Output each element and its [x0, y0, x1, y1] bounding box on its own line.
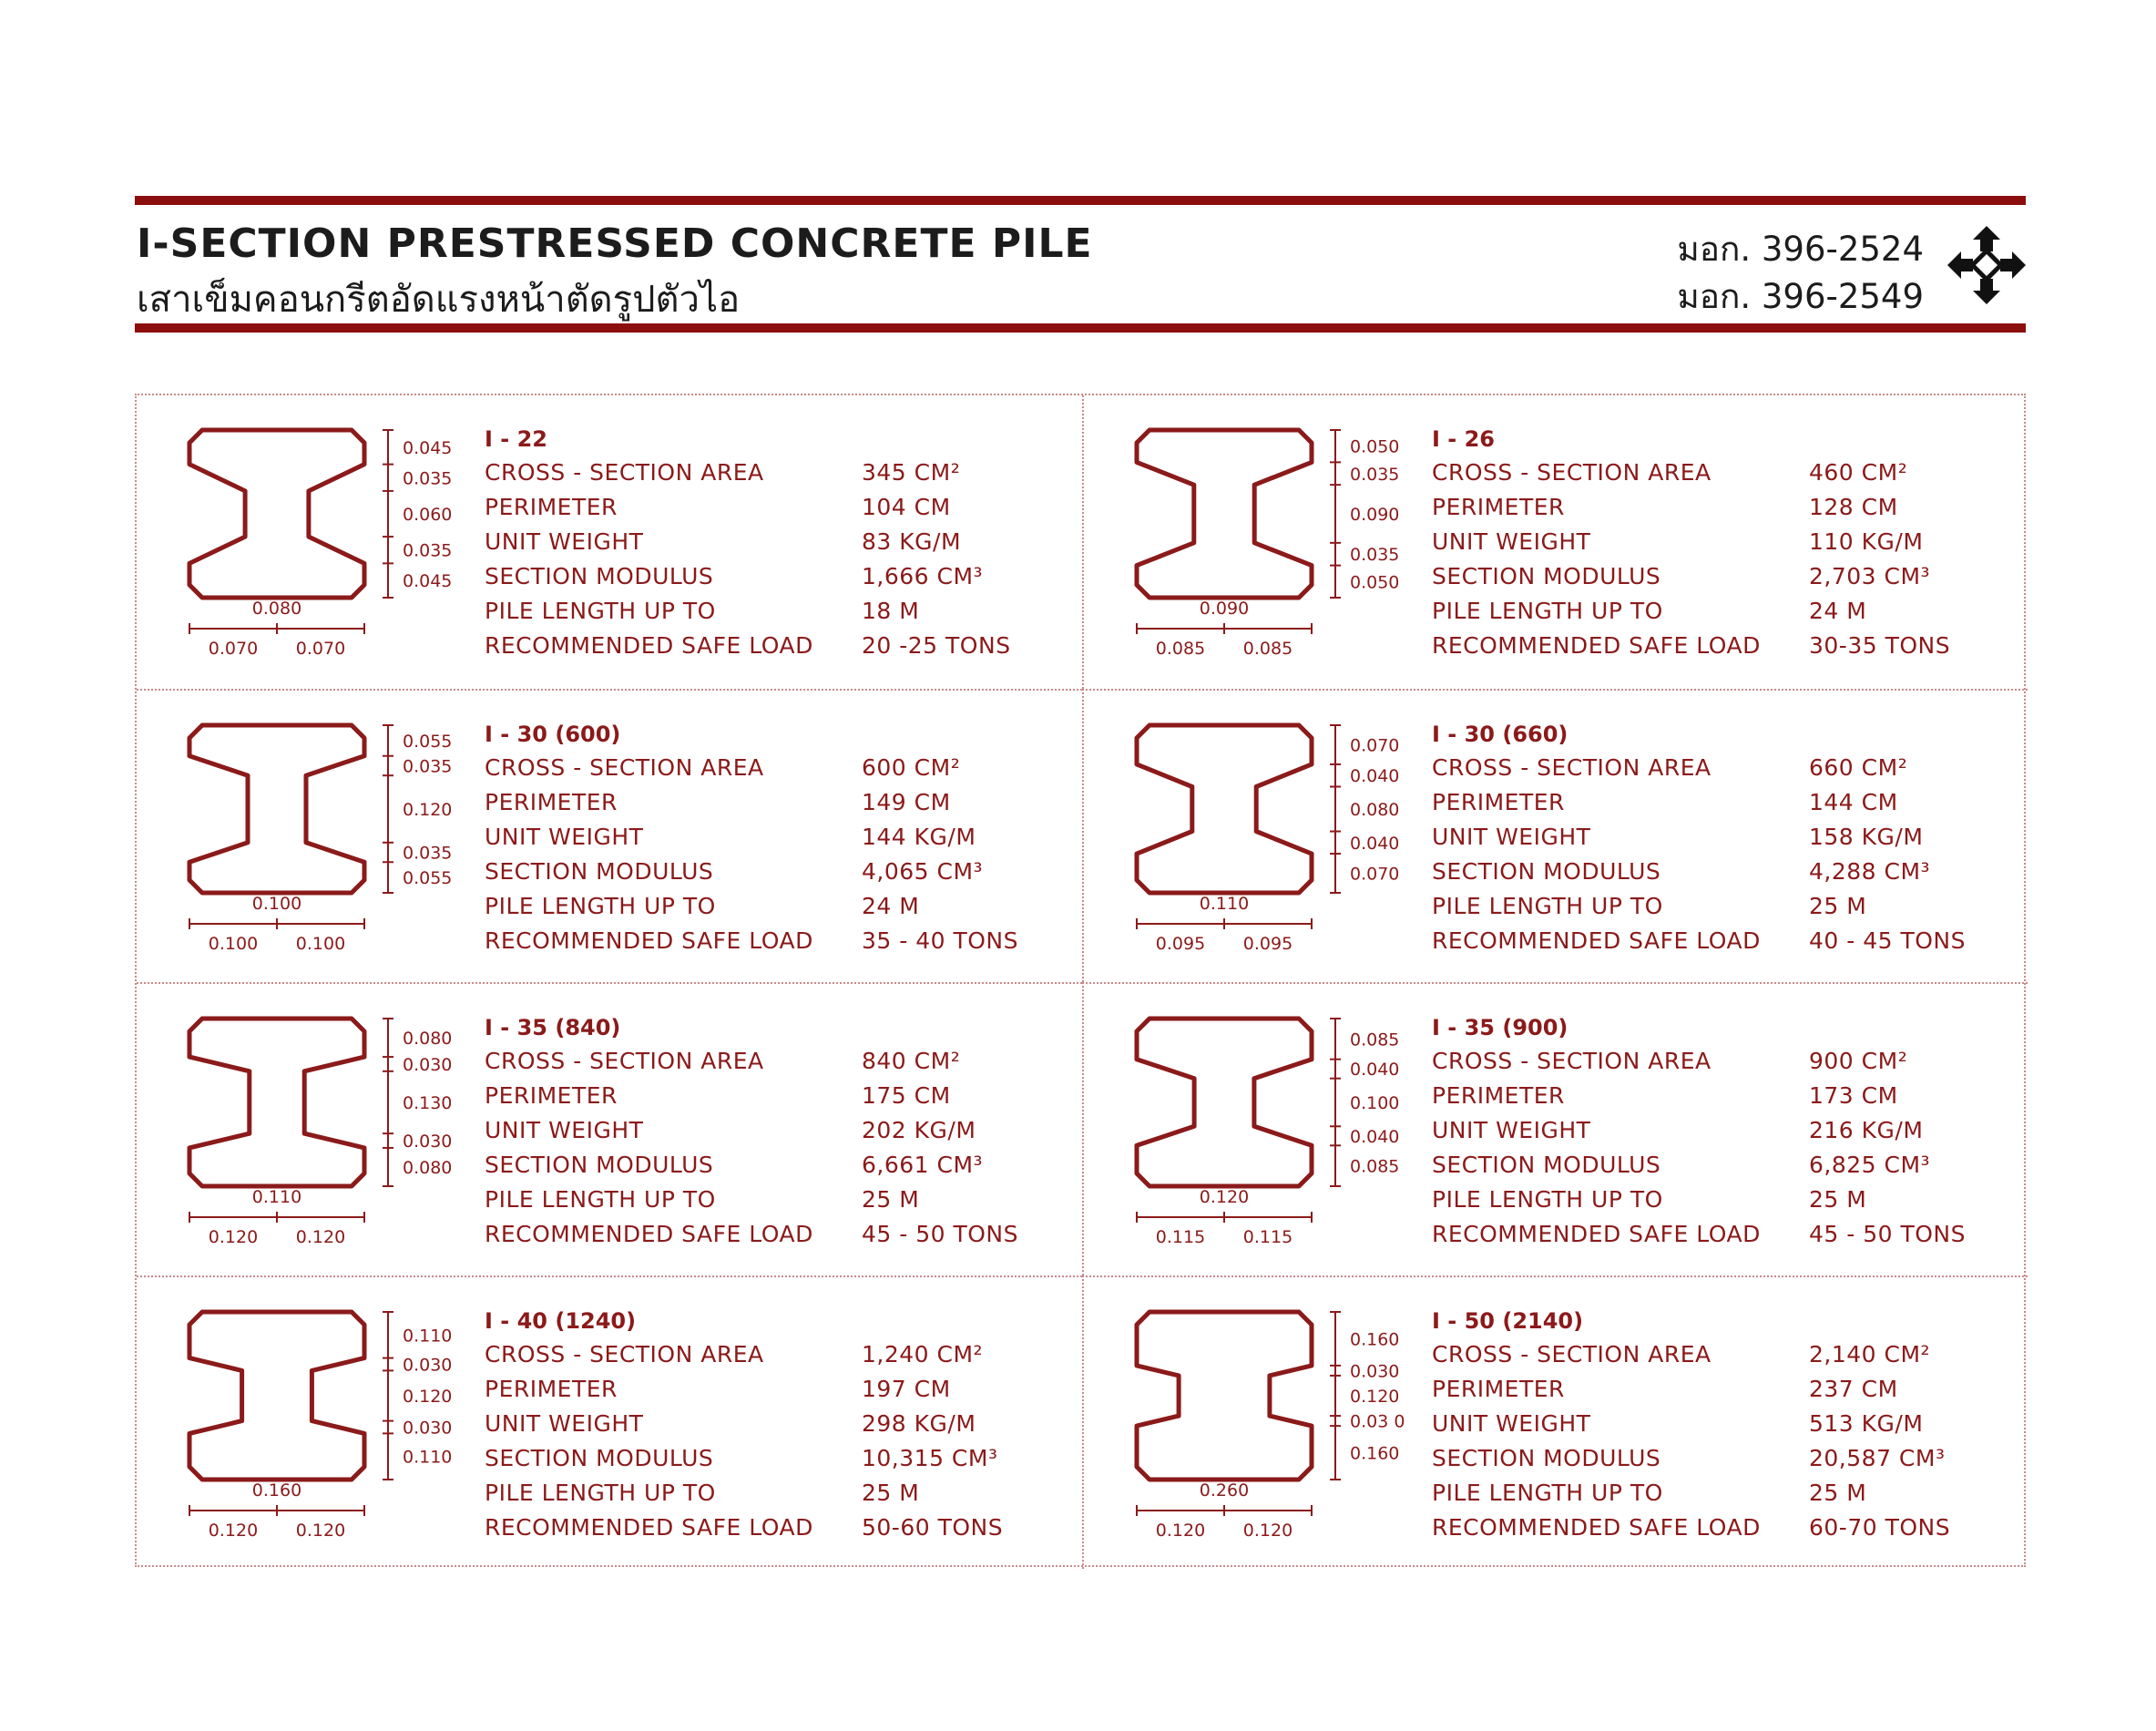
property-label: UNIT WEIGHT	[1432, 1117, 1591, 1143]
flange-left-width-label: 0.120	[1155, 1521, 1206, 1541]
property-label: PERIMETER	[1432, 789, 1565, 815]
property-label: PILE LENGTH UP TO	[485, 598, 716, 624]
pile-properties	[1432, 1011, 2015, 1252]
property-value: 144 KG/M	[862, 824, 976, 850]
vertical-dimension-label: 0.035	[403, 468, 453, 489]
property-label: RECOMMENDED SAFE LOAD	[1432, 1221, 1761, 1247]
vertical-dimension-label: 0.080	[403, 1158, 453, 1178]
vertical-dimension-label: 0.080	[403, 1029, 453, 1049]
property-row-unit-weight	[485, 1407, 1068, 1441]
property-value: 2,703 CM³	[1809, 563, 1931, 589]
property-row-pile-length	[1432, 1183, 2015, 1217]
property-label: PILE LENGTH UP TO	[1432, 893, 1663, 919]
property-value: 460 CM²	[1809, 459, 1908, 486]
header-bottom-rule	[135, 323, 2026, 333]
property-label: RECOMMENDED SAFE LOAD	[485, 632, 813, 659]
property-value: 24 M	[1809, 598, 1867, 624]
property-row-perimeter	[485, 1372, 1068, 1407]
vertical-dimension-label: 0.030	[1350, 1361, 1400, 1382]
property-label: UNIT WEIGHT	[1432, 1410, 1591, 1437]
vertical-dimension-label: 0.050	[1350, 572, 1400, 593]
property-label: CROSS - SECTION AREA	[1432, 459, 1712, 486]
property-value: 83 KG/M	[862, 528, 962, 555]
pile-properties	[485, 1305, 1068, 1545]
property-label: SECTION MODULUS	[1432, 1445, 1661, 1471]
web-width-label: 0.120	[1199, 1187, 1250, 1207]
i-section-drawing	[137, 395, 501, 689]
property-value: 25 M	[1809, 893, 1867, 919]
standard-code-2: มอก. 396-2549	[1677, 277, 1924, 316]
property-label: PERIMETER	[1432, 1082, 1565, 1109]
property-value: 25 M	[1809, 1186, 1867, 1213]
flange-right-width-label: 0.095	[1242, 934, 1293, 954]
pile-name: I - 30 (660)	[1432, 722, 1568, 747]
vertical-dimension-label: 0.035	[1350, 464, 1400, 485]
property-row-area	[1432, 751, 2015, 785]
property-row-section-modulus	[1432, 1441, 2015, 1476]
property-row-safe-load	[1432, 629, 2015, 663]
pile-name: I - 35 (840)	[485, 1015, 621, 1040]
i-section-outline	[1137, 1312, 1312, 1480]
property-label: SECTION MODULUS	[1432, 858, 1661, 885]
property-row-section-modulus	[1432, 1148, 2015, 1183]
pile-card	[137, 395, 1082, 689]
property-value: 298 KG/M	[862, 1410, 976, 1437]
property-row-area	[485, 1044, 1068, 1079]
property-value: 2,140 CM²	[1809, 1341, 1931, 1367]
property-value: 45 - 50 TONS	[862, 1221, 1019, 1247]
property-label: PERIMETER	[485, 1376, 618, 1402]
property-value: 45 - 50 TONS	[1809, 1221, 1967, 1247]
property-label: PILE LENGTH UP TO	[1432, 598, 1663, 624]
property-value: 1,666 CM³	[862, 563, 984, 589]
property-row-pile-length	[485, 1183, 1068, 1217]
property-label: CROSS - SECTION AREA	[485, 754, 764, 781]
property-label: RECOMMENDED SAFE LOAD	[485, 1221, 813, 1247]
web-width-label: 0.160	[251, 1480, 302, 1501]
vertical-dimension-label: 0.035	[403, 843, 453, 864]
property-value: 513 KG/M	[1809, 1410, 1924, 1437]
property-row-section-modulus	[1432, 855, 2015, 889]
property-row-safe-load	[1432, 1217, 2015, 1252]
property-value: 30-35 TONS	[1809, 632, 1951, 659]
i-section-outline	[1137, 1019, 1312, 1186]
property-value: 25 M	[1809, 1480, 1867, 1506]
property-row-pile-length	[1432, 594, 2015, 629]
property-label: UNIT WEIGHT	[485, 528, 644, 555]
web-width-label: 0.110	[1199, 894, 1250, 914]
i-section-outline	[189, 1019, 364, 1186]
vertical-dimension-label: 0.045	[403, 437, 453, 458]
vertical-dimension-label: 0.040	[1350, 766, 1400, 787]
property-value: 20,587 CM³	[1809, 1445, 1946, 1471]
property-value: 25 M	[862, 1186, 920, 1213]
property-value: 1,240 CM²	[862, 1341, 984, 1367]
vertical-dimension-label: 0.040	[1350, 1126, 1400, 1147]
i-section-outline	[1137, 725, 1312, 893]
property-value: 6,825 CM³	[1809, 1152, 1931, 1178]
i-section-outline	[1137, 430, 1312, 598]
property-row-area	[485, 456, 1068, 490]
property-value: 144 CM	[1809, 789, 1898, 815]
property-label: CROSS - SECTION AREA	[485, 1341, 764, 1367]
pile-card	[1082, 1275, 2028, 1569]
vertical-dimension-label: 0.03 0	[1350, 1411, 1405, 1432]
vertical-dimension-label: 0.110	[403, 1326, 453, 1347]
property-row-pile-length	[485, 1476, 1068, 1511]
property-value: 10,315 CM³	[862, 1445, 998, 1471]
i-section-drawing	[137, 691, 501, 984]
web-width-label: 0.080	[251, 599, 302, 619]
pile-properties	[485, 718, 1068, 958]
property-label: PERIMETER	[485, 789, 618, 815]
property-value: 900 CM²	[1809, 1048, 1908, 1074]
flange-left-width-label: 0.070	[208, 639, 259, 659]
property-row-area	[1432, 1337, 2015, 1372]
property-label: PERIMETER	[485, 494, 618, 520]
vertical-dimension-label: 0.100	[1350, 1093, 1400, 1113]
property-row-section-modulus	[1432, 559, 2015, 594]
web-width-label: 0.100	[251, 894, 302, 914]
pile-name: I - 30 (600)	[485, 722, 621, 747]
flange-right-width-label: 0.120	[295, 1521, 346, 1541]
property-row-unit-weight	[485, 820, 1068, 855]
property-value: 50-60 TONS	[862, 1514, 1004, 1541]
property-row-safe-load	[485, 1511, 1068, 1545]
flange-left-width-label: 0.120	[208, 1227, 259, 1247]
pile-spec-grid	[135, 394, 2026, 1567]
property-row-pile-length	[1432, 1476, 2015, 1511]
property-row-safe-load	[1432, 924, 2015, 958]
i-section-drawing	[1084, 984, 1448, 1277]
pile-name: I - 26	[1432, 426, 1495, 452]
property-value: 660 CM²	[1809, 754, 1908, 781]
flange-right-width-label: 0.100	[295, 934, 346, 954]
vertical-dimension-label: 0.030	[403, 1132, 453, 1152]
property-label: SECTION MODULUS	[485, 563, 714, 589]
property-row-perimeter	[485, 1079, 1068, 1113]
flange-left-width-label: 0.100	[208, 934, 259, 954]
property-row-area	[1432, 1044, 2015, 1079]
property-label: PILE LENGTH UP TO	[1432, 1480, 1663, 1506]
property-label: RECOMMENDED SAFE LOAD	[485, 1514, 813, 1541]
property-label: SECTION MODULUS	[1432, 1152, 1661, 1178]
i-section-drawing	[1084, 691, 1448, 984]
flange-right-width-label: 0.120	[295, 1227, 346, 1247]
flange-left-width-label: 0.115	[1155, 1227, 1206, 1247]
property-label: CROSS - SECTION AREA	[1432, 1341, 1712, 1367]
property-row-section-modulus	[485, 1441, 1068, 1476]
property-value: 35 - 40 TONS	[862, 927, 1019, 954]
property-row-section-modulus	[485, 855, 1068, 889]
i-section-drawing	[1084, 1277, 1448, 1571]
property-label: CROSS - SECTION AREA	[485, 459, 764, 486]
property-value: 4,065 CM³	[862, 858, 984, 885]
vertical-dimension-label: 0.055	[403, 868, 453, 889]
property-value: 6,661 CM³	[862, 1152, 984, 1178]
i-section-drawing	[137, 1277, 501, 1571]
property-value: 173 CM	[1809, 1082, 1898, 1109]
vertical-dimension-label: 0.085	[1350, 1029, 1400, 1050]
property-value: 202 KG/M	[862, 1117, 976, 1143]
property-value: 345 CM²	[862, 459, 961, 486]
property-label: PILE LENGTH UP TO	[485, 1186, 716, 1213]
vertical-dimension-label: 0.050	[1350, 436, 1400, 457]
property-row-perimeter	[1432, 1079, 2015, 1113]
property-value: 20 -25 TONS	[862, 632, 1011, 659]
pile-name: I - 50 (2140)	[1432, 1308, 1584, 1334]
pile-properties	[1432, 718, 2015, 958]
property-row-safe-load	[485, 629, 1068, 663]
flange-right-width-label: 0.115	[1242, 1227, 1293, 1247]
property-row-perimeter	[485, 785, 1068, 820]
flange-left-width-label: 0.095	[1155, 934, 1206, 954]
property-row-safe-load	[485, 924, 1068, 958]
property-value: 60-70 TONS	[1809, 1514, 1951, 1541]
property-value: 237 CM	[1809, 1376, 1898, 1402]
property-value: 40 - 45 TONS	[1809, 927, 1967, 954]
property-label: PERIMETER	[1432, 1376, 1565, 1402]
vertical-dimension-label: 0.120	[403, 800, 453, 820]
vertical-dimension-label: 0.040	[1350, 833, 1400, 854]
i-section-drawing	[137, 984, 501, 1277]
property-label: UNIT WEIGHT	[485, 1410, 644, 1437]
property-row-area	[1432, 456, 2015, 490]
vertical-dimension-label: 0.120	[403, 1387, 453, 1407]
vertical-dimension-label: 0.035	[403, 540, 453, 561]
property-value: 149 CM	[862, 789, 951, 815]
property-row-area	[485, 1337, 1068, 1372]
pile-properties	[485, 1011, 1068, 1252]
property-row-unit-weight	[485, 1113, 1068, 1148]
vertical-dimension-label: 0.030	[403, 1355, 453, 1376]
property-row-pile-length	[485, 889, 1068, 924]
page-subtitle-thai: เสาเข็มคอนกรีตอัดแรงหน้าตัดรูปตัวไอ	[137, 279, 741, 321]
vertical-dimension-label: 0.035	[403, 756, 453, 777]
property-value: 175 CM	[862, 1082, 951, 1109]
property-row-unit-weight	[1432, 820, 2015, 855]
vertical-dimension-label: 0.070	[1350, 864, 1400, 885]
flange-left-width-label: 0.120	[208, 1521, 259, 1541]
flange-left-width-label: 0.085	[1155, 639, 1206, 659]
vertical-dimension-label: 0.110	[403, 1447, 453, 1468]
property-label: UNIT WEIGHT	[1432, 824, 1591, 850]
property-label: UNIT WEIGHT	[485, 824, 644, 850]
property-value: 216 KG/M	[1809, 1117, 1924, 1143]
property-row-unit-weight	[1432, 1113, 2015, 1148]
property-label: CROSS - SECTION AREA	[1432, 1048, 1712, 1074]
property-label: PILE LENGTH UP TO	[485, 1480, 716, 1506]
property-row-section-modulus	[485, 559, 1068, 594]
vertical-dimension-label: 0.085	[1350, 1156, 1400, 1177]
pile-card	[1082, 689, 2028, 982]
vertical-dimension-label: 0.055	[403, 731, 453, 752]
pile-properties	[1432, 1305, 2015, 1545]
property-label: SECTION MODULUS	[485, 1152, 714, 1178]
property-value: 600 CM²	[862, 754, 961, 781]
i-section-outline	[189, 430, 364, 598]
header-top-rule	[135, 196, 2026, 205]
property-value: 128 CM	[1809, 494, 1898, 520]
property-label: UNIT WEIGHT	[485, 1117, 644, 1143]
property-label: SECTION MODULUS	[485, 1445, 714, 1471]
flange-right-width-label: 0.070	[295, 639, 346, 659]
vertical-dimension-label: 0.030	[403, 1418, 453, 1439]
vertical-dimension-label: 0.030	[403, 1054, 453, 1075]
property-row-perimeter	[1432, 1372, 2015, 1407]
property-label: RECOMMENDED SAFE LOAD	[1432, 632, 1761, 659]
property-value: 24 M	[862, 893, 920, 919]
property-row-unit-weight	[1432, 525, 2015, 559]
pile-card	[137, 689, 1082, 982]
pile-properties	[1432, 423, 2015, 663]
pile-name: I - 35 (900)	[1432, 1015, 1568, 1040]
property-label: PERIMETER	[485, 1082, 618, 1109]
property-label: SECTION MODULUS	[485, 858, 714, 885]
property-row-unit-weight	[485, 525, 1068, 559]
vertical-dimension-label: 0.040	[1350, 1060, 1400, 1081]
property-value: 25 M	[862, 1480, 920, 1506]
property-value: 110 KG/M	[1809, 528, 1924, 555]
property-label: PILE LENGTH UP TO	[1432, 1186, 1663, 1213]
property-label: RECOMMENDED SAFE LOAD	[1432, 927, 1761, 954]
pile-properties	[485, 423, 1068, 663]
vertical-dimension-label: 0.130	[403, 1093, 453, 1113]
property-label: CROSS - SECTION AREA	[485, 1048, 764, 1074]
vertical-dimension-label: 0.070	[1350, 735, 1400, 756]
property-row-unit-weight	[1432, 1407, 2015, 1441]
page-title: I-SECTION PRESTRESSED CONCRETE PILE	[137, 220, 1093, 267]
i-section-drawing	[1084, 395, 1448, 689]
property-row-perimeter	[485, 490, 1068, 525]
property-value: 18 M	[862, 598, 920, 624]
property-row-pile-length	[1432, 889, 2015, 924]
vertical-dimension-label: 0.090	[1350, 505, 1400, 525]
property-row-safe-load	[1432, 1511, 2015, 1545]
property-row-safe-load	[485, 1217, 1068, 1252]
property-row-section-modulus	[485, 1148, 1068, 1183]
property-label: CROSS - SECTION AREA	[1432, 754, 1712, 781]
vertical-dimension-label: 0.035	[1350, 545, 1400, 566]
standard-code-1: มอก. 396-2524	[1677, 230, 1924, 269]
property-row-area	[485, 751, 1068, 785]
pile-card	[1082, 395, 2028, 689]
property-label: SECTION MODULUS	[1432, 563, 1661, 589]
property-value: 104 CM	[862, 494, 951, 520]
property-row-perimeter	[1432, 785, 2015, 820]
property-row-perimeter	[1432, 490, 2015, 525]
vertical-dimension-label: 0.160	[1350, 1329, 1400, 1350]
pile-name: I - 22	[485, 426, 547, 452]
pile-card	[137, 982, 1082, 1275]
i-section-outline	[189, 1312, 364, 1480]
vertical-dimension-label: 0.080	[1350, 800, 1400, 820]
flange-right-width-label: 0.085	[1242, 639, 1293, 659]
property-label: RECOMMENDED SAFE LOAD	[1432, 1514, 1761, 1541]
web-width-label: 0.110	[251, 1187, 302, 1207]
property-value: 158 KG/M	[1809, 824, 1924, 850]
web-width-label: 0.260	[1199, 1480, 1250, 1501]
vertical-dimension-label: 0.160	[1350, 1443, 1400, 1464]
web-width-label: 0.090	[1199, 599, 1250, 619]
property-label: UNIT WEIGHT	[1432, 528, 1591, 555]
vertical-dimension-label: 0.120	[1350, 1387, 1400, 1407]
property-label: PILE LENGTH UP TO	[485, 893, 716, 919]
property-value: 197 CM	[862, 1376, 951, 1402]
property-label: PERIMETER	[1432, 494, 1565, 520]
flange-right-width-label: 0.120	[1242, 1521, 1293, 1541]
property-value: 4,288 CM³	[1809, 858, 1931, 885]
tisi-standard-logo-icon	[1946, 224, 2028, 306]
pile-card	[137, 1275, 1082, 1569]
pile-name: I - 40 (1240)	[485, 1308, 637, 1334]
i-section-outline	[189, 725, 364, 893]
property-label: RECOMMENDED SAFE LOAD	[485, 927, 813, 954]
property-row-pile-length	[485, 594, 1068, 629]
vertical-dimension-label: 0.060	[403, 505, 453, 525]
vertical-dimension-label: 0.045	[403, 571, 453, 592]
pile-card	[1082, 982, 2028, 1275]
property-value: 840 CM²	[862, 1048, 961, 1074]
